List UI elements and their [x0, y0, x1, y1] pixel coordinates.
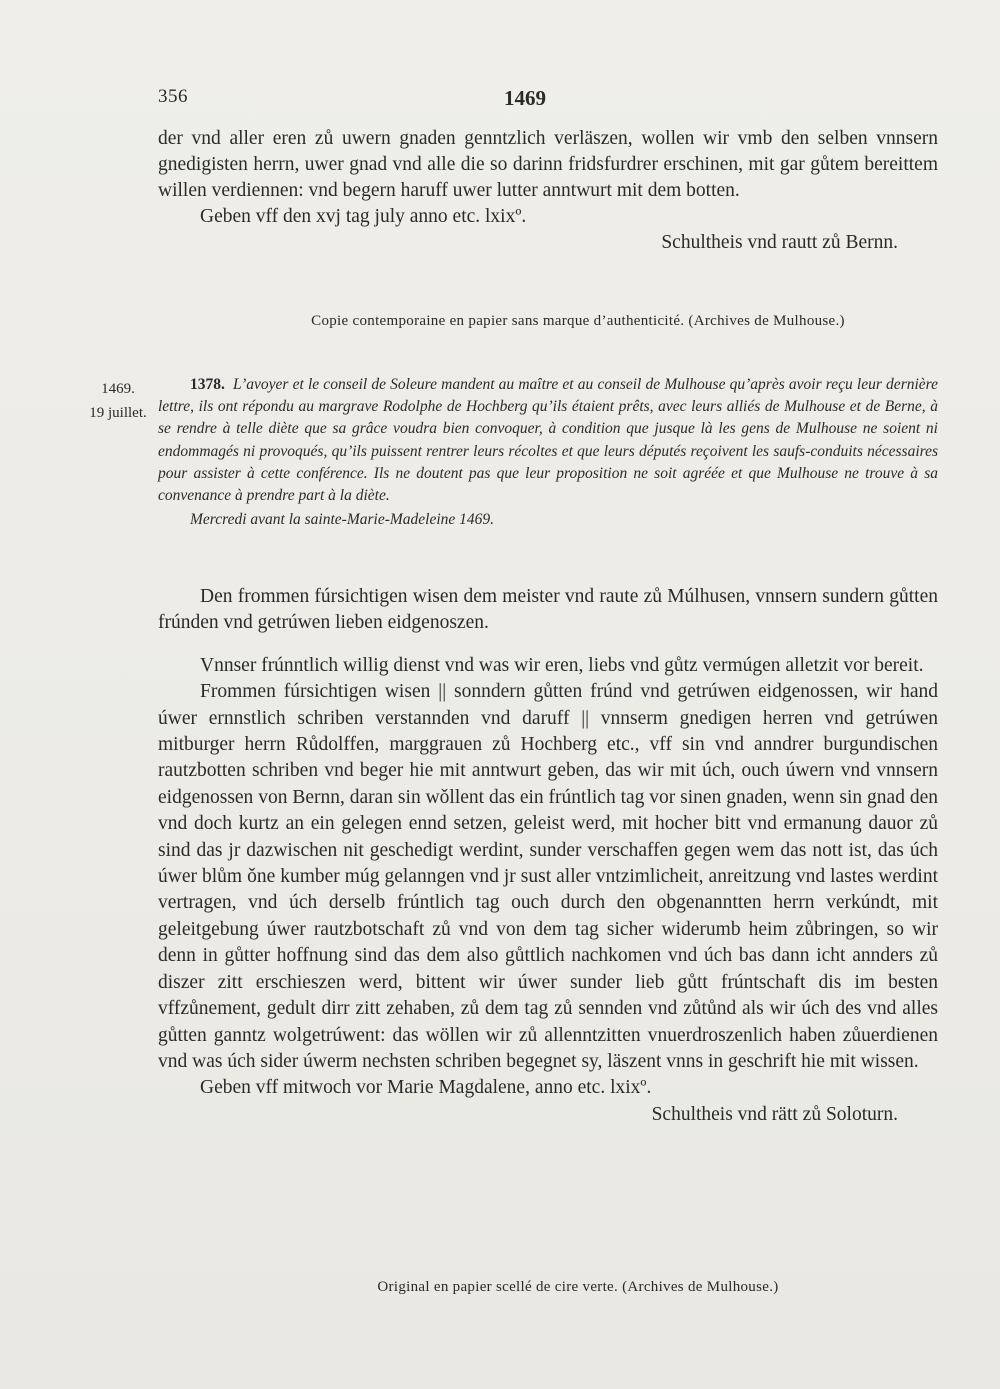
letter-date-line: Geben vff mitwoch vor Marie Magdalene, anno etc. lxixº. [200, 1077, 652, 1099]
continuation-paragraph: der vnd aller eren zů uwern gnaden genntzlich verläszen, wollen wir vmb den selben vnnsern gnedigisten herrn, uwer gnad vnd alle die so darinn fridsfurdrer erschinen, mit gar gůtem bereittem willen verdiennen: vnd begern haruff uwer lutter anntwurt mit dem botten. [158, 128, 938, 201]
page-number: 356 [158, 86, 188, 107]
continuation-source-note: Copie contemporaine en papier sans marque d’authenticité. (Archives de Mulhouse.) [311, 313, 845, 329]
margin-date [78, 377, 158, 425]
running-year-heading: 1469 [504, 86, 546, 110]
letter-body [158, 584, 938, 1128]
margin-day: 19 juillet. [89, 405, 147, 421]
letter-signature: Schultheis vnd rätt zů Soloturn. [651, 1103, 898, 1125]
entry-summary [158, 374, 938, 531]
margin-year: 1469. [101, 381, 135, 397]
entry-summary-text: L’avoyer et le conseil de Soleure mandent au maître et au conseil de Mulhouse qu’après avoir reçu leur dernière lettre, ils ont répondu au margrave Rodolphe de Hochberg qu’ils étaient prêts, avec leurs alliés de Mulhouse et de Berne, à se rendre à telle diète que sa grâce voudra bien convoquer, à condition que jusque là les gens de Mulhouse ne soient ni endommagés ni provoqués, qu’ils puissent rentrer leurs récoltes et que leurs députés reçoivent les saufs-conduits nécessaires pour assister à cette conférence. Ils ne doutent pas que leur proposition ne soit agréée et que Mulhouse ne trouve à sa convenance à prendre part à la diète. [158, 376, 938, 505]
letter-main-text: Frommen fúrsichtigen wisen || sonndern gůtten frúnd vnd getrúwen eidgenossen, wir hand úwer ernnstlich schriben verstannden vnd daruff || vnnserm gnedigen herren vnd getrúwen mitburger herrn Růdolffen, marggrauen zů Hochberg etc., vff sin vnd anndrer burgundischen rautzbotten schriben vnd beger hie mit anntwurt geben, das wir mit úch, ouch úwern vnd vnnsern eidgenossen von Bernn, daran sin wǒllent das ein frúntlich tag vor sinen gnaden, wenn sin gnad den vnd doch kurtz an ein gelegen ennd setzen, geleist werd, mit hocher bitt vnd ermanung dauor zů sind das jr dazwischen nit geschedigt werdint, sunder verschaffen gegen wem das nott ist, das úch úwer blům ǒne kumber múg gelanngen vnd jr sust aller vntzimlicheit, anreitzung vnd lastes werdint vertragen, vnd úch derselb frúntlich tag ouch durch den obgenanntten herrn verkúndt, mit geleitgebung úwer rautzbotschaft zů vnd von dem tag sicher widerumb heim zůbringen, so wir denn in gůtter hoffnung sind das dem also gůttlich nachkomen vnd úch bas dann icht annders zů diszer zitt erschieszen werd, bittent wir úwer sunder lieb gůtt frúntschaft dis im besten vffzůnement, gedult dirr zitt zehaben, zů dem tag zů sennden vnd zůtůnd als wir úch des vnd alles gůtten ganntz wolgetrúwent: das wöllen wir zů allenntzitten vnuerdroszenlich haben zůuerdienen vnd was úch sider úwerm nechsten schriben begegnet sy, läszent vnns in geschrift hie mit wissen. [158, 681, 938, 1072]
entry-number: 1378. [190, 376, 225, 393]
page-header [0, 84, 1000, 114]
letter-greeting: Vnnser frúnntlich willig dienst vnd was wir eren, liebs vnd gůtz vermúgen alletzit vor bereit. [200, 654, 924, 676]
letter-source-note: Original en papier scellé de cire verte. (Archives de Mulhouse.) [377, 1279, 779, 1295]
continuation-signature: Schultheis vnd rautt zů Bernn. [661, 232, 898, 253]
letter-address: Den frommen fúrsichtigen wisen dem meister vnd raute zů Múlhusen, vnnsern sundern gůtten frúnden vnd getrúwen lieben eidgenoszen. [158, 586, 938, 634]
continuation-letter [158, 126, 938, 256]
entry-summary-date: Mercredi avant la sainte-Marie-Madeleine 1469. [190, 511, 495, 529]
continuation-date-line: Geben vff den xvj tag july anno etc. lxixº. [200, 206, 527, 227]
